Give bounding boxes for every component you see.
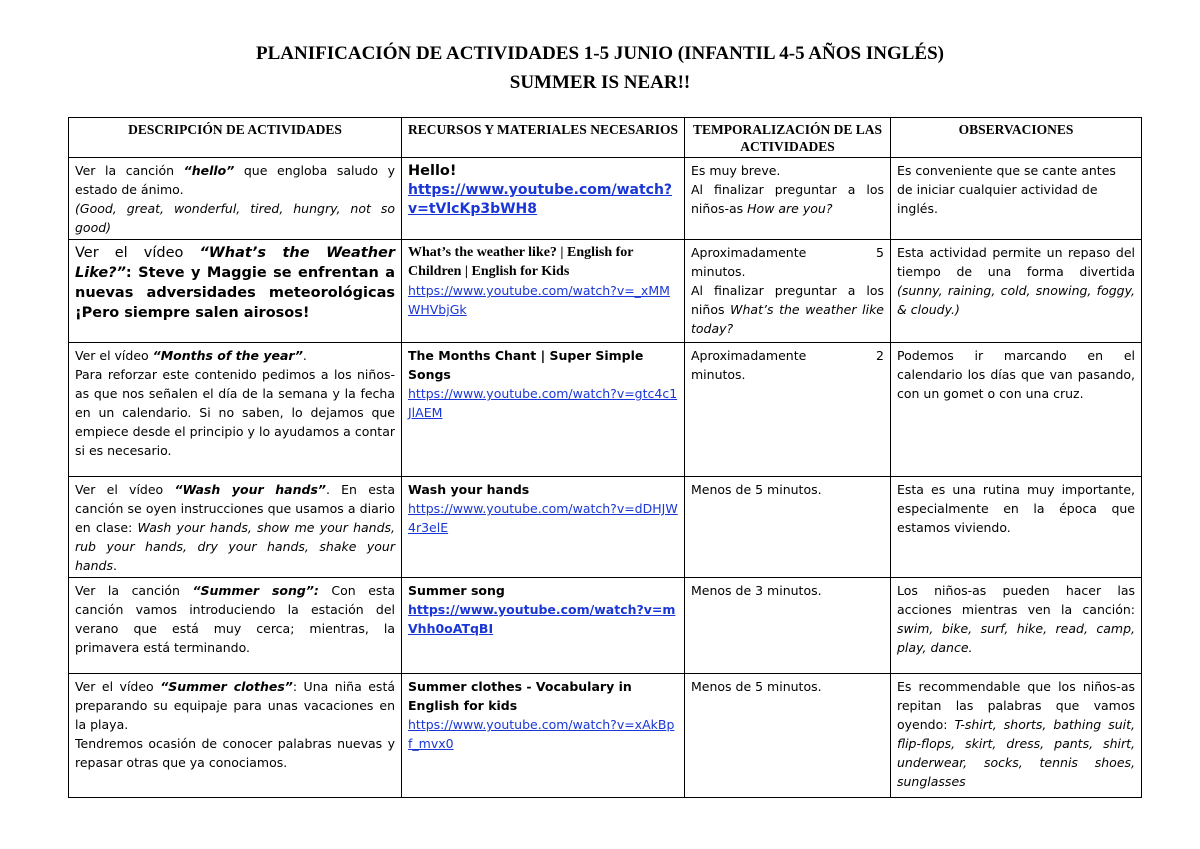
table-row [69, 477, 1142, 578]
youtube-link[interactable]: https://www.youtube.com/watch?v=xAkBpf_mvx0 [408, 717, 675, 751]
resource-title: The Months Chant | Super Simple Songs [408, 348, 644, 382]
document-title: PLANIFICACIÓN DE ACTIVIDADES 1-5 JUNIO (INFANTIL 4-5 AÑOS INGLÉS) [256, 43, 944, 64]
header-descripcion: DESCRIPCIÓN DE ACTIVIDADES [69, 118, 402, 158]
header-observaciones: OBSERVACIONES [891, 118, 1142, 158]
time-cell: Menos de 5 minutos. [685, 674, 891, 798]
youtube-link[interactable]: https://www.youtube.com/watch?v=dDHJW4r3elE [408, 501, 678, 535]
obs-cell: Esta actividad permite un repaso del tiempo de una forma divertida (sunny, raining, cold, snowing, foggy, & cloudy.) [891, 240, 1142, 343]
youtube-link[interactable]: https://www.youtube.com/watch?v=mVhh0oATqBI [408, 602, 676, 636]
res-cell [402, 578, 685, 674]
header-recursos: RECURSOS Y MATERIALES NECESARIOS [402, 118, 685, 158]
obs-cell: Los niños-as pueden hacer las acciones mientras ven la canción: swim, bike, surf, hike, read, camp, play, dance. [891, 578, 1142, 674]
time-cell: Aproximadamente 5 minutos. Al finalizar preguntar a los niños What’s the weather like today? [685, 240, 891, 343]
youtube-link[interactable]: https://www.youtube.com/watch?v=_xMMWHVbjGk [408, 283, 670, 317]
header-temporalizacion: TEMPORALIZACIÓN DE LAS ACTIVIDADES [685, 118, 891, 158]
table-row [69, 240, 1142, 343]
resource-title: Summer clothes - Vocabulary in English for kids [408, 679, 632, 713]
table-header-row [69, 118, 1142, 158]
obs-cell: Es conveniente que se cante antes de iniciar cualquier actividad de inglés. [891, 158, 1142, 240]
youtube-link[interactable]: https://www.youtube.com/watch?v=gtc4c1JlAEM [408, 386, 678, 420]
desc-cell: Ver el vídeo “Months of the year”. Para reforzar este contenido pedimos a los niños-as que nos señalen el día de la semana y la fecha en un calendario. Si no saben, lo dejamos que empiece desde el principio y lo ayudamos a contar si es necesario. [69, 343, 402, 477]
res-cell [402, 158, 685, 240]
table-row [69, 578, 1142, 674]
time-cell: Aproximadamente 2 minutos. [685, 343, 891, 477]
res-cell [402, 240, 685, 343]
desc-cell: Ver la canción “hello” que engloba saludo y estado de ánimo. (Good, great, wonderful, tired, hungry, not so good) [69, 158, 402, 240]
desc-cell: Ver el vídeo “Summer clothes”: Una niña está preparando su equipaje para unas vacaciones en la playa. Tendremos ocasión de conocer palabras nuevas y repasar otras que ya conociamos. [69, 674, 402, 798]
desc-cell: Ver la canción “Summer song”: Con esta canción vamos introduciendo la estación del verano que está muy cerca; mientras, la primavera está terminando. [69, 578, 402, 674]
resource-title: Wash your hands [408, 482, 530, 497]
time-cell: Menos de 5 minutos. [685, 477, 891, 578]
res-cell [402, 477, 685, 578]
obs-cell: Es recommendable que los niños-as repitan las palabras que vamos oyendo: T-shirt, shorts, bathing suit, flip-flops, skirt, dress, pants, shirt, underwear, socks, tennis shoes, sunglasses [891, 674, 1142, 798]
activities-table [68, 117, 1142, 798]
resource-title: Summer song [408, 583, 505, 598]
resource-title: Hello! [408, 163, 457, 179]
res-cell [402, 343, 685, 477]
resource-title: What’s the weather like? | English for Children | English for Kids [408, 245, 634, 279]
table-row [69, 674, 1142, 798]
desc-cell: Ver el vídeo “Wash your hands”. En esta canción se oyen instrucciones que usamos a diario en clase: Wash your hands, show me your hands, rub your hands, dry your hands, shake your hands. [69, 477, 402, 578]
time-cell: Menos de 3 minutos. [685, 578, 891, 674]
table-row [69, 158, 1142, 240]
table-row [69, 343, 1142, 477]
obs-cell: Podemos ir marcando en el calendario los días que van pasando, con un gomet o con una cruz. [891, 343, 1142, 477]
res-cell [402, 674, 685, 798]
document-subtitle: SUMMER IS NEAR!! [509, 72, 691, 93]
desc-cell: Ver el vídeo “What’s the Weather Like?”: Steve y Maggie se enfrentan a nuevas adversidades meteorológicas ¡Pero siempre salen airosos! [69, 240, 402, 343]
time-cell: Es muy breve. Al finalizar preguntar a los niños-as How are you? [685, 158, 891, 240]
obs-cell: Esta es una rutina muy importante, especialmente en la época que estamos viviendo. [891, 477, 1142, 578]
youtube-link[interactable]: https://www.youtube.com/watch?v=tVlcKp3bWH8 [408, 182, 673, 217]
